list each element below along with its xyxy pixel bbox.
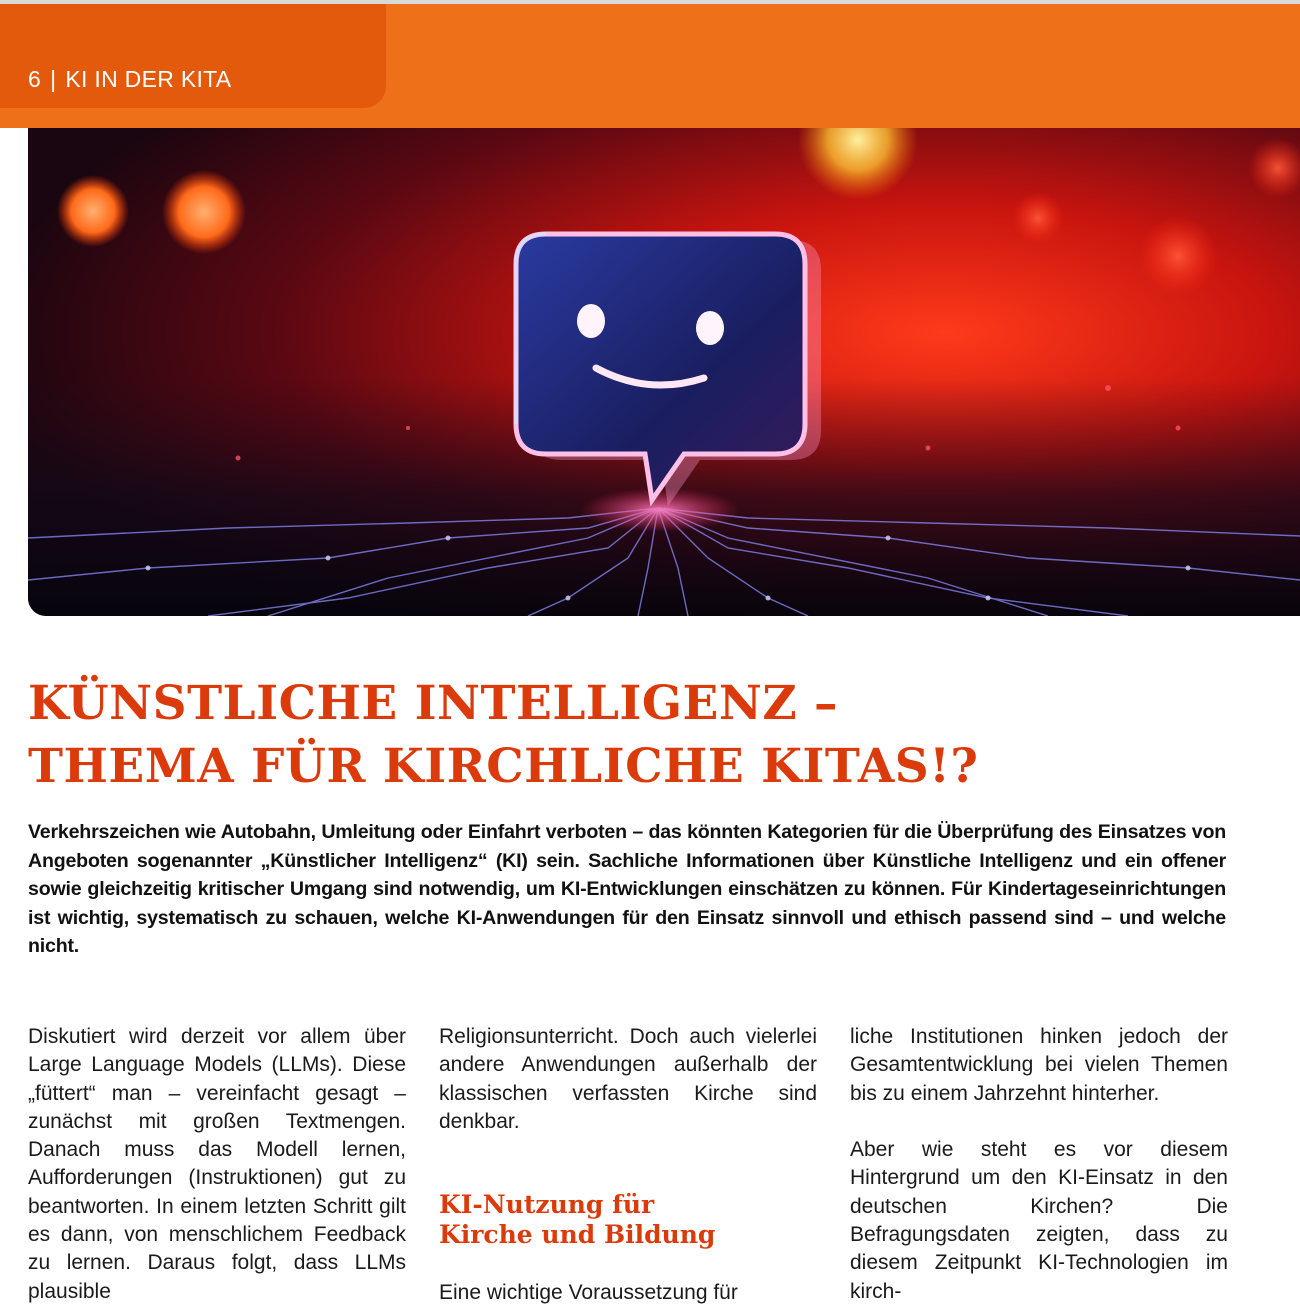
- headline-line-1: KÜNSTLICHE INTELLIGENZ –: [28, 676, 838, 731]
- section-subheading: [439, 1190, 817, 1250]
- body-paragraph: liche Institutionen hinken jedoch der Gesamtentwicklung bei vielen Themen bis zu einem Jahrzehnt hinterher.: [850, 1025, 1228, 1105]
- section-title: KI IN DER KITA: [65, 66, 232, 92]
- bokeh-light: [1138, 216, 1218, 296]
- body-paragraph: Diskutiert wird derzeit vor allem über Large Language Models (LLMs). Diese „füttert“ man – vereinfacht gesagt – zunächst mit großen Textmengen. Danach muss das Modell lernen, Aufforderungen (Instruktionen) gut zu beantworten. In einem letzten Schritt gilt es dann, von menschlichem Feedback zu lernen. Daraus folgt, dass LLMs plausible: [28, 1025, 406, 1303]
- body-paragraph: Aber wie steht es vor diesem Hintergrund um den KI-Einsatz in den deutschen Kirchen? Die Befragungsdaten zeigten, dass zu diesem Zeitpunkt KI-Technologien im kirch-: [850, 1138, 1228, 1303]
- body-paragraph: Religionsunterricht. Doch auch vielerlei andere Anwendungen außerhalb der klassischen verfassten Kirche sind denkbar.: [439, 1025, 817, 1133]
- bokeh-light: [1012, 192, 1064, 244]
- hero-image: [28, 128, 1300, 616]
- subheading-line-1: KI-Nutzung für: [439, 1190, 655, 1220]
- body-column-2: [439, 1023, 817, 1307]
- article-headline: [28, 672, 1268, 798]
- section-label: [28, 66, 231, 93]
- body-column-3: [850, 1023, 1228, 1306]
- bokeh-light: [162, 170, 246, 254]
- article-lead: Verkehrszeichen wie Autobahn, Umleitung oder Einfahrt verboten – das könnten Kategorien für die Überprüfung des Einsatzes von Angeboten sogenannter „Künstlicher Intelligenz“ (KI) sein. Sachliche Informationen über Künstliche Intelligenz und ein offener sowie gleichzeitig kritischer Umgang sind notwendig, um KI-Entwicklungen einschätzen zu können. Für Kindertageseinrichtungen ist wichtig, systematisch zu schauen, welche KI-Anwendungen für den Einsatz sinnvoll und ethisch passend sind – und welche nicht.: [28, 821, 1226, 957]
- headline-line-2: THEMA FÜR KIRCHLICHE KITAS!?: [28, 739, 979, 794]
- section-tab: [0, 4, 386, 108]
- page-number: 6: [28, 66, 42, 92]
- bokeh-light: [57, 175, 129, 247]
- body-paragraph: Eine wichtige Voraussetzung für: [439, 1281, 738, 1305]
- body-column-1: [28, 1023, 406, 1306]
- separator: |: [50, 66, 57, 92]
- subheading-line-2: Kirche und Bildung: [439, 1220, 716, 1250]
